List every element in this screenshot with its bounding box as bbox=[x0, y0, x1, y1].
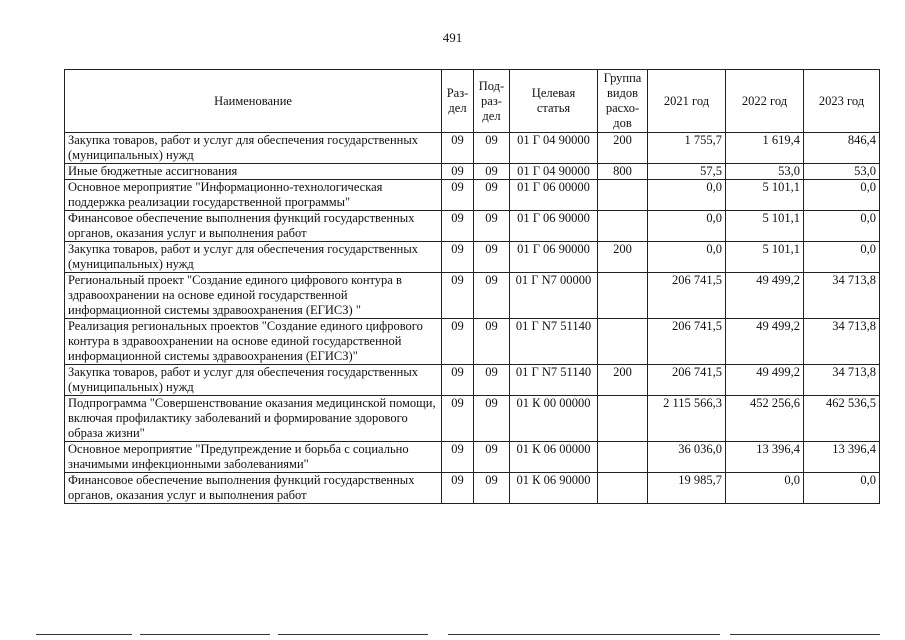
header-subsection: Под- раз- дел bbox=[474, 70, 510, 133]
cell-2022: 49 499,2 bbox=[726, 319, 804, 365]
cell-target-article: 01 К 00 00000 bbox=[510, 396, 598, 442]
cell-section: 09 bbox=[442, 211, 474, 242]
cell-2023: 0,0 bbox=[804, 180, 880, 211]
header-year-2022: 2022 год bbox=[726, 70, 804, 133]
cell-expense-group: 800 bbox=[598, 164, 648, 180]
cell-expense-group: 200 bbox=[598, 365, 648, 396]
cell-2021: 19 985,7 bbox=[648, 473, 726, 504]
cell-2022: 5 101,1 bbox=[726, 180, 804, 211]
table-row bbox=[65, 319, 880, 365]
cell-name: Закупка товаров, работ и услуг для обеспечения государственных (муниципальных) нужд bbox=[65, 365, 442, 396]
table-header-row bbox=[65, 70, 880, 133]
table-row bbox=[65, 442, 880, 473]
cell-target-article: 01 Г 06 90000 bbox=[510, 242, 598, 273]
cell-2022: 1 619,4 bbox=[726, 133, 804, 164]
table-row bbox=[65, 396, 880, 442]
cell-name: Основное мероприятие "Информационно-технологическая поддержка реализации государственной программы" bbox=[65, 180, 442, 211]
cell-2023: 13 396,4 bbox=[804, 442, 880, 473]
cell-2021: 36 036,0 bbox=[648, 442, 726, 473]
cell-2022: 49 499,2 bbox=[726, 365, 804, 396]
cell-target-article: 01 Г N7 51140 bbox=[510, 365, 598, 396]
cell-target-article: 01 Г 06 00000 bbox=[510, 180, 598, 211]
cell-subsection: 09 bbox=[474, 319, 510, 365]
cell-2021: 206 741,5 bbox=[648, 273, 726, 319]
cell-subsection: 09 bbox=[474, 396, 510, 442]
cell-expense-group: 200 bbox=[598, 133, 648, 164]
cell-2023: 34 713,8 bbox=[804, 365, 880, 396]
cell-subsection: 09 bbox=[474, 242, 510, 273]
cell-expense-group bbox=[598, 211, 648, 242]
cell-name: Иные бюджетные ассигнования bbox=[65, 164, 442, 180]
cell-2023: 0,0 bbox=[804, 242, 880, 273]
cell-2021: 57,5 bbox=[648, 164, 726, 180]
cell-name: Реализация региональных проектов "Создание единого цифрового контура в здравоохранении на основе единой государственной информационной системы здравоохранения (ЕГИСЗ)" bbox=[65, 319, 442, 365]
cell-expense-group bbox=[598, 180, 648, 211]
cell-section: 09 bbox=[442, 365, 474, 396]
cell-subsection: 09 bbox=[474, 442, 510, 473]
cell-name: Финансовое обеспечение выполнения функций государственных органов, оказания услуг и выполнения работ bbox=[65, 473, 442, 504]
cell-2023: 53,0 bbox=[804, 164, 880, 180]
cell-section: 09 bbox=[442, 242, 474, 273]
cell-name: Региональный проект "Создание единого цифрового контура в здравоохранении на основе единой государственной информационной системы здравоохранения (ЕГИСЗ) " bbox=[65, 273, 442, 319]
table-row bbox=[65, 242, 880, 273]
cell-subsection: 09 bbox=[474, 473, 510, 504]
cell-expense-group bbox=[598, 273, 648, 319]
cell-subsection: 09 bbox=[474, 180, 510, 211]
cell-target-article: 01 К 06 90000 bbox=[510, 473, 598, 504]
cell-2021: 206 741,5 bbox=[648, 365, 726, 396]
header-name: Наименование bbox=[65, 70, 442, 133]
table-body bbox=[65, 133, 880, 504]
cell-2022: 0,0 bbox=[726, 473, 804, 504]
footer-rule bbox=[278, 634, 428, 635]
cell-expense-group bbox=[598, 319, 648, 365]
cell-target-article: 01 К 06 00000 bbox=[510, 442, 598, 473]
cell-section: 09 bbox=[442, 396, 474, 442]
header-year-2021: 2021 год bbox=[648, 70, 726, 133]
cell-target-article: 01 Г 06 90000 bbox=[510, 211, 598, 242]
cell-section: 09 bbox=[442, 180, 474, 211]
cell-2023: 34 713,8 bbox=[804, 319, 880, 365]
table-row bbox=[65, 473, 880, 504]
header-section: Раз- дел bbox=[442, 70, 474, 133]
table-row bbox=[65, 365, 880, 396]
cell-section: 09 bbox=[442, 164, 474, 180]
cell-2021: 1 755,7 bbox=[648, 133, 726, 164]
cell-2021: 0,0 bbox=[648, 180, 726, 211]
cell-2022: 53,0 bbox=[726, 164, 804, 180]
footer-rule bbox=[730, 634, 880, 635]
cell-2023: 0,0 bbox=[804, 211, 880, 242]
cell-target-article: 01 Г 04 90000 bbox=[510, 164, 598, 180]
header-target-article: Целевая статья bbox=[510, 70, 598, 133]
cell-2023: 34 713,8 bbox=[804, 273, 880, 319]
cell-expense-group bbox=[598, 442, 648, 473]
budget-table bbox=[64, 69, 880, 504]
cell-name: Закупка товаров, работ и услуг для обеспечения государственных (муниципальных) нужд bbox=[65, 133, 442, 164]
cell-2022: 452 256,6 bbox=[726, 396, 804, 442]
page-number: 491 bbox=[442, 30, 463, 45]
cell-subsection: 09 bbox=[474, 133, 510, 164]
cell-name: Подпрограмма "Совершенствование оказания медицинской помощи, включая профилактику заболеваний и формирование здорового образа жизни" bbox=[65, 396, 442, 442]
header-year-2023: 2023 год bbox=[804, 70, 880, 133]
cell-subsection: 09 bbox=[474, 211, 510, 242]
table-row bbox=[65, 164, 880, 180]
cell-section: 09 bbox=[442, 133, 474, 164]
cell-subsection: 09 bbox=[474, 273, 510, 319]
header-expense-group: Группа видов расхо- дов bbox=[598, 70, 648, 133]
cell-section: 09 bbox=[442, 473, 474, 504]
cell-expense-group bbox=[598, 473, 648, 504]
cell-name: Основное мероприятие "Предупреждение и борьба с социально значимыми инфекционными заболеваниями" bbox=[65, 442, 442, 473]
cell-section: 09 bbox=[442, 442, 474, 473]
footer-rule bbox=[448, 634, 720, 635]
cell-2021: 0,0 bbox=[648, 242, 726, 273]
table-row bbox=[65, 133, 880, 164]
cell-target-article: 01 Г 04 90000 bbox=[510, 133, 598, 164]
cell-2022: 13 396,4 bbox=[726, 442, 804, 473]
cell-target-article: 01 Г N7 00000 bbox=[510, 273, 598, 319]
cell-2022: 49 499,2 bbox=[726, 273, 804, 319]
cell-name: Финансовое обеспечение выполнения функций государственных органов, оказания услуг и выполнения работ bbox=[65, 211, 442, 242]
cell-2023: 0,0 bbox=[804, 473, 880, 504]
table-row bbox=[65, 273, 880, 319]
cell-section: 09 bbox=[442, 273, 474, 319]
cell-2021: 206 741,5 bbox=[648, 319, 726, 365]
cell-2021: 2 115 566,3 bbox=[648, 396, 726, 442]
footer-rule bbox=[140, 634, 270, 635]
footer-rule bbox=[36, 634, 132, 635]
cell-subsection: 09 bbox=[474, 365, 510, 396]
cell-2021: 0,0 bbox=[648, 211, 726, 242]
cell-name: Закупка товаров, работ и услуг для обеспечения государственных (муниципальных) нужд bbox=[65, 242, 442, 273]
cell-subsection: 09 bbox=[474, 164, 510, 180]
table-row bbox=[65, 211, 880, 242]
table-row bbox=[65, 180, 880, 211]
cell-2023: 846,4 bbox=[804, 133, 880, 164]
cell-2022: 5 101,1 bbox=[726, 242, 804, 273]
cell-target-article: 01 Г N7 51140 bbox=[510, 319, 598, 365]
cell-2022: 5 101,1 bbox=[726, 211, 804, 242]
cell-expense-group: 200 bbox=[598, 242, 648, 273]
cell-section: 09 bbox=[442, 319, 474, 365]
cell-expense-group bbox=[598, 396, 648, 442]
cell-2023: 462 536,5 bbox=[804, 396, 880, 442]
